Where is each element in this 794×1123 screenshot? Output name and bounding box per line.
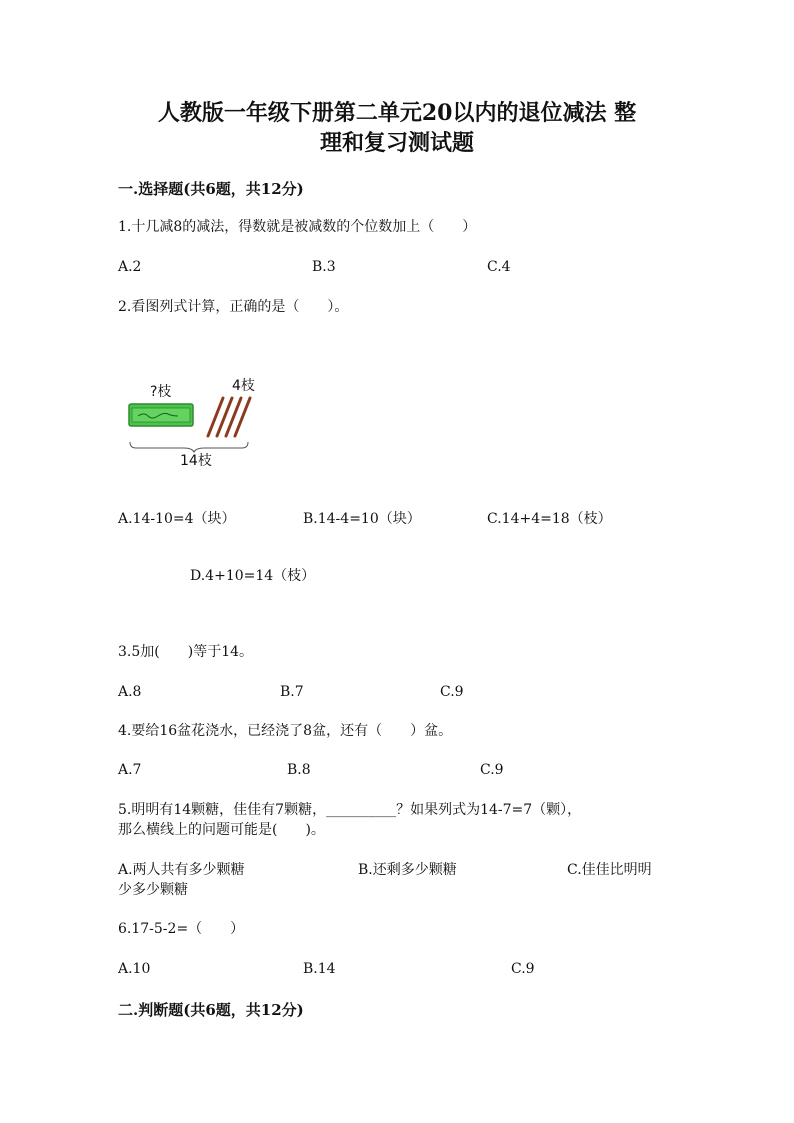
figure-unknown-label: ?枝 [150,384,172,400]
question-5-option-b: B.还剩多少颗糖 [358,862,457,878]
question-4-option-a: A.7 [118,762,142,778]
question-2-figure [126,372,266,472]
figure-pencils-label: 4枝 [232,378,255,394]
question-4-option-b: B.8 [287,762,311,778]
question-6-option-b: B.14 [303,961,336,977]
page-title [100,98,694,158]
question-3-option-b: B.7 [280,684,304,700]
question-5-option-c-line-2: 少多少颗糖 [118,882,188,898]
pencil-group [208,398,250,436]
question-6-option-a: A.10 [118,961,151,977]
question-2-option-a: A.14-10=4（块） [118,511,236,527]
question-6-stem: 6.17-5-2=（ ） [118,921,245,937]
question-3-option-a: A.8 [118,684,142,700]
question-2-option-d: D.4+10=14（枝） [190,568,316,584]
question-2-option-c: C.14+4=18（枝） [487,511,612,527]
pencil-box [129,404,193,426]
question-2-option-b: B.14-4=10（块） [303,511,421,527]
question-5-stem-line-2: 那么横线上的问题可能是( )。 [118,822,325,838]
section-heading-choice: 一.选择题(共6题，共12分) [118,180,304,198]
question-5-stem-line-1: 5.明明有14颗糖，佳佳有7颗糖，__________？如果列式为14-7=7（颗）， [118,802,582,818]
question-3-option-c: C.9 [440,684,464,700]
question-1-option-c: C.4 [487,259,511,275]
question-5-option-a: A.两人共有多少颗糖 [118,862,245,878]
question-2-stem: 2.看图列式计算，正确的是（ ）。 [118,299,349,315]
question-4-stem: 4.要给16盆花浇水，已经浇了8盆，还有（ ）盆。 [118,723,453,739]
question-5-option-c-line-1: C.佳佳比明明 [567,862,652,878]
question-6-option-c: C.9 [511,961,535,977]
question-4-option-c: C.9 [480,762,504,778]
question-1-option-b: B.3 [312,259,336,275]
question-1-stem: 1.十几减8的减法，得数就是被减数的个位数加上（ ） [118,219,477,235]
question-3-stem: 3.5加( )等于14。 [118,644,254,660]
title-line-1: 人教版一年级下册第二单元20以内的退位减法 整 [157,100,637,126]
question-1-option-a: A.2 [118,259,142,275]
title-line-2: 理和复习测试题 [319,130,474,156]
section-heading-true-false: 二.判断题(共6题，共12分) [118,1001,304,1019]
figure-total-label: 14枝 [180,453,212,469]
